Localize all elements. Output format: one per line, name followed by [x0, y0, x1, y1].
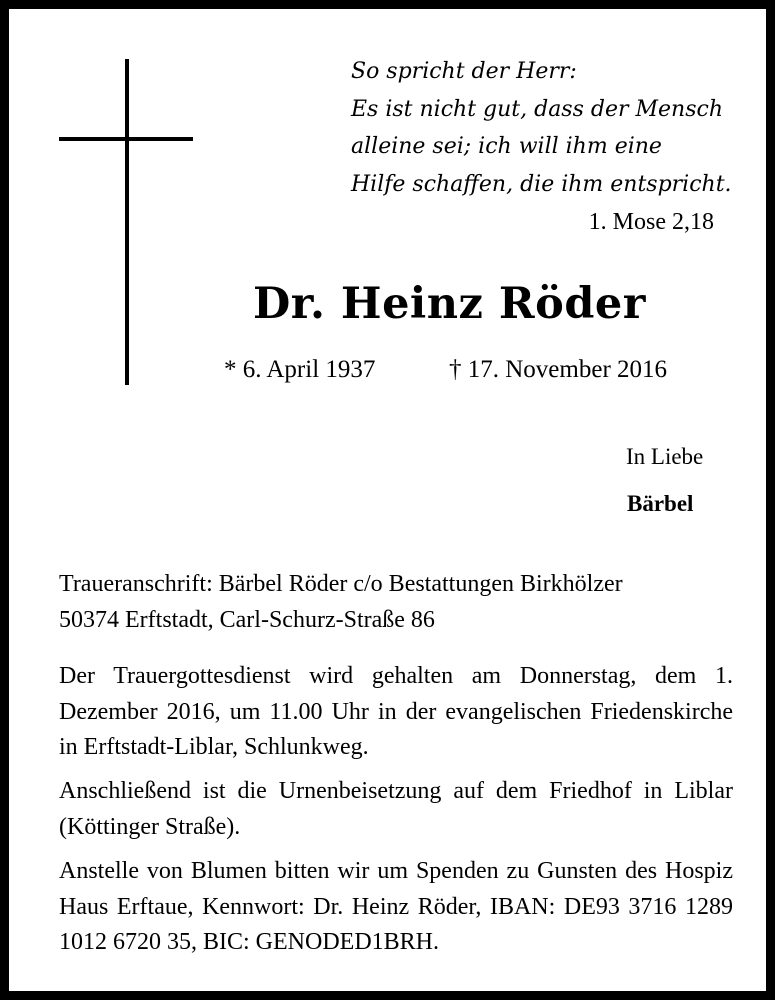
closing-phrase: In Liebe: [626, 444, 704, 469]
donation-paragraph: Anstelle von Blumen bitten wir um Spenden zu Gunsten des Hospiz Haus Erftaue, Kennwort: Dr. Heinz Röder, IBAN: DE93 3716 1289 1012 6720 35, BIC: GENODED1BRH.: [59, 858, 733, 955]
birth-date: * 6. April 1937: [224, 356, 376, 383]
mourning-address: [59, 567, 733, 638]
urn-burial-paragraph: Anschließend ist die Urnenbeisetzung auf dem Friedhof in Liblar (Köttinger Straße).: [59, 778, 733, 840]
verse-line: Hilfe schaffen, die ihm entspricht.: [351, 171, 732, 197]
verse-reference: 1. Mose 2,18: [588, 209, 714, 235]
cross-vertical-beam: [125, 59, 129, 385]
death-date: † 17. November 2016: [449, 356, 668, 383]
funeral-service-paragraph: Der Trauergottesdienst wird gehalten am Donnerstag, dem 1. Dezember 2016, um 11.00 Uhr in der evangelischen Friedenskirche in Erftstadt-Liblar, Schlunkweg.: [59, 663, 733, 760]
verse-line: alleine sei; ich will ihm eine: [351, 134, 662, 159]
address-line: 50374 Erftstadt, Carl-Schurz-Straße 86: [59, 606, 435, 633]
verse-line: So spricht der Herr:: [351, 59, 577, 84]
verse-line: Es ist nicht gut, dass der Mensch: [351, 96, 723, 122]
deceased-name: Dr. Heinz Röder: [253, 279, 646, 329]
address-line: Traueranschrift: Bärbel Röder c/o Bestattungen Birkhölzer: [59, 571, 623, 597]
cross-horizontal-beam: [59, 137, 193, 141]
bible-verse: [351, 53, 771, 203]
mourner-signature: Bärbel: [627, 491, 694, 516]
